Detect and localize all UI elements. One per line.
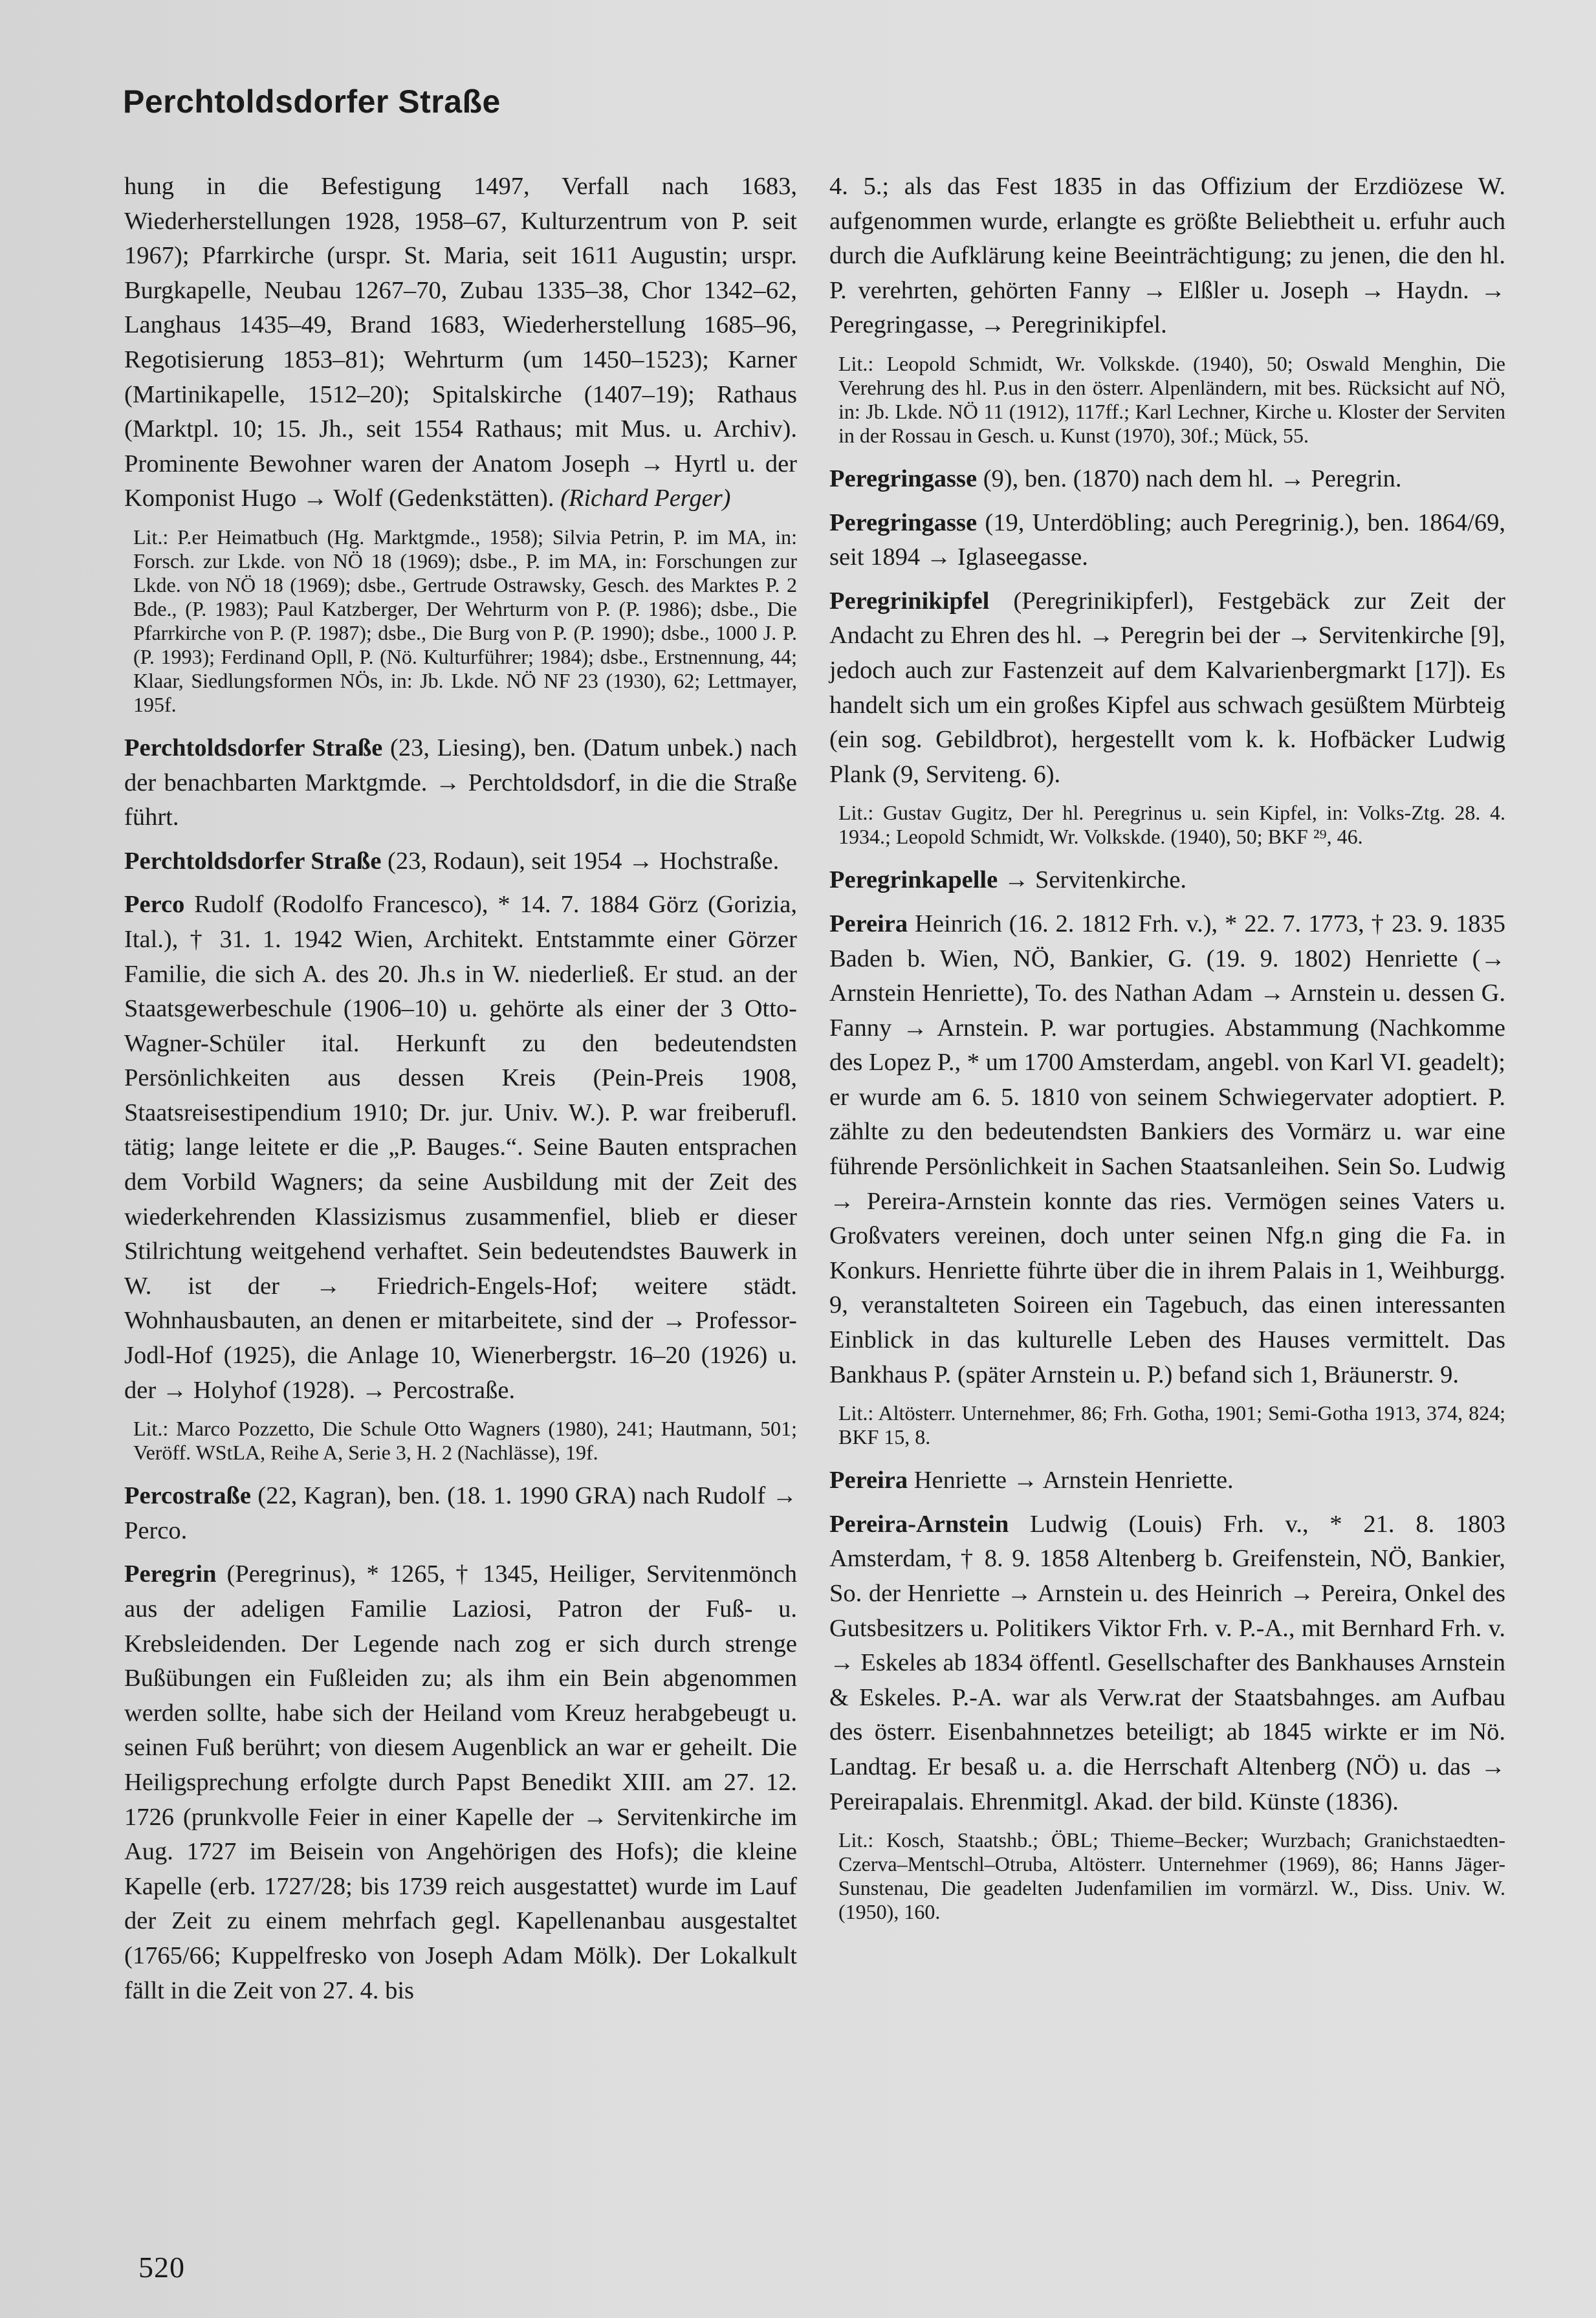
entry-text: Ludwig (Louis) Frh. v., * 21. 8. 1803 Amsterdam, † 8. 9. 1858 Altenberg b. Greifenstein, NÖ, Bankier, So. der Henriette → Arnstein u. des Heinrich → Pereira, Onkel des Gutsbesitzers u. Politikers Viktor Frh. v. P.-A., mit Bernhard Frh. v. → Eskeles ab 1834 öffentl. Gesellschafter des Bankhauses Arnstein & Eskeles. P.-A. war als Verw.rat der Staatsbahnges. am Aufbau des österr. Eisenbahnnetzes beteiligt; ab 1845 wirkte er im Nö. Landtag. Er besaß u. a. die Herrschaft Altenberg (NÖ) u. das → Pereirapalais. Ehrenmitgl. Akad. der bild. Künste (1836). (829, 1510, 1505, 1815)
literature-note: Lit.: Leopold Schmidt, Wr. Volkskde. (1940), 50; Oswald Menghin, Die Verehrung des hl. P.us in den österr. Alpenländern, mit bes. Rücksicht auf NÖ, in: Jb. Lkde. NÖ 11 (1912), 117ff.; Karl Lechner, Kirche u. Kloster der Serviten in der Rossau in Gesch. u. Kunst (1970), 30f.; Mück, 55. (838, 351, 1505, 447)
entry-text: (19, Unterdöbling; auch Peregrinig.), ben. 1864/69, seit 1894 → Iglaseegasse. (829, 508, 1505, 571)
lexicon-entry (829, 462, 1505, 497)
lexicon-entry (829, 863, 1505, 898)
entry-text: Henriette → Arnstein Henriette. (908, 1467, 1234, 1494)
lexicon-entry (124, 844, 797, 879)
entry-text: (9), ben. (1870) nach dem hl. → Peregrin. (977, 465, 1402, 492)
entry-lemma: Pereira-Arnstein (829, 1510, 1009, 1538)
right-column (829, 169, 1505, 1938)
literature-note: Lit.: Marco Pozzetto, Die Schule Otto Wagners (1980), 241; Hautmann, 501; Veröff. WStLA, Reihe A, Serie 3, H. 2 (Nachlässe), 19f. (133, 1417, 797, 1465)
literature-note: Lit.: Altösterr. Unternehmer, 86; Frh. Gotha, 1901; Semi-Gotha 1913, 374, 824; BKF 15, 8. (838, 1401, 1505, 1449)
literature-note: Lit.: P.er Heimatbuch (Hg. Marktgmde., 1958); Silvia Petrin, P. im MA, in: Forsch. zur Lkde. von NÖ 18 (1969); dsbe., P. im MA, in: Forschungen zur Lkde. von NÖ 18 (1969); dsbe., Gertrude Ostrawsky, Gesch. des Marktes P. 2 Bde., (P. 1983); Paul Katzberger, Der Wehrturm von P. (P. 1986); dsbe., Die Pfarrkirche von P. (P. 1987); dsbe., Die Burg von P. (P. 1990); dsbe., 1000 J. P. (P. 1993); Ferdinand Opll, P. (Nö. Kulturführer; 1984); dsbe., Erstnennung, 44; Klaar, Siedlungsformen NÖs, in: Jb. Lkde. NÖ NF 23 (1930), 62; Lettmayer, 195f. (133, 525, 797, 716)
entry-author: (Richard Perger) (560, 485, 731, 512)
entry-text: (Peregrinus), * 1265, † 1345, Heiliger, Servitenmönch aus der adeligen Familie Laziosi, Patron der Fuß- u. Krebsleidenden. Der Legende nach zog er sich durch strenge Bußübungen ein Fußleiden zu; als ihm ein Bein abgenommen werden sollte, habe sich der Heiland vom Kreuz herabgebeugt u. seinen Fuß berührt; von diesem Augenblick an war er geheilt. Die Heiligsprechung erfolgte durch Papst Benedikt XIII. am 27. 12. 1726 (prunkvolle Feier in einer Kapelle der → Servitenkirche im Aug. 1727 im Beisein von Angehörigen des Hofs); die kleine Kapelle (erb. 1727/28; bis 1739 reich ausgestattet) wurde im Lauf der Zeit zu einem mehrfach gegl. Kapellenanbau ausgestaltet (1765/66; Kuppelfresko von Joseph Adam Mölk). Der Lokalkult fällt in die Zeit von 27. 4. bis (124, 1560, 797, 2004)
entry-text: (23, Rodaun), seit 1954 → Hochstraße. (381, 847, 780, 875)
entry-lemma: Pereira (829, 910, 908, 937)
entry-continuation (829, 169, 1505, 343)
entry-lemma: Peregringasse (829, 508, 978, 536)
lexicon-entry (829, 506, 1505, 575)
lexicon-entry (124, 731, 797, 835)
entry-lemma: Pereira (829, 1467, 908, 1494)
lexicon-entry (829, 584, 1505, 793)
entry-continuation (124, 169, 797, 516)
lexicon-entry (829, 1463, 1505, 1498)
entry-text: (23, Liesing), ben. (Datum unbek.) nach der benachbarten Marktgmde. → Perchtoldsdorf, in die die Straße führt. (124, 734, 797, 831)
entry-text: → Servitenkirche. (998, 866, 1187, 894)
entry-text: Heinrich (16. 2. 1812 Frh. v.), * 22. 7. 1773, † 23. 9. 1835 Baden b. Wien, NÖ, Bankier, G. (19. 9. 1802) Henriette (→ Arnstein Henriette), To. des Nathan Adam → Arnstein u. dessen G. Fanny → Arnstein. P. war portugies. Abstammung (Nachkomme des Lopez P., * um 1700 Amsterdam, angebl. von Karl VI. geadelt); er wurde am 6. 5. 1810 von seinem Schwiegervater adoptiert. P. zählte zu den bedeutendsten Bankiers des Vormärz u. war eine führende Persönlichkeit in Sachen Staatsanleihen. Sein So. Ludwig → Pereira-Arnstein konnte das ries. Vermögen seines Vaters u. Großvaters vereinen, doch unter seinen Nfg.n ging die Fa. in Konkurs. Henriette führte über die in ihrem Palais in 1, Weihburgg. 9, veranstalteten Soireen ein Tagebuch, das einen interessanten Einblick in das kulturelle Leben des Hauses vermittelt. Das Bankhaus P. (später Arnstein u. P.) befand sich 1, Bräunerstr. 9. (829, 910, 1505, 1388)
lexicon-entry (124, 1479, 797, 1548)
running-head: Perchtoldsdorfer Straße (123, 83, 501, 120)
entry-lemma: Peregrin (124, 1560, 217, 1588)
lexicon-entry (829, 1507, 1505, 1819)
literature-note: Lit.: Kosch, Staatshb.; ÖBL; Thieme–Becker; Wurzbach; Granichstaedten-Czerva–Mentschl–Otruba, Altösterr. Unternehmer (1969), 86; Hanns Jäger-Sunstenau, Die geadelten Judenfamilien im vormärzl. W., Diss. Univ. W. (1950), 160. (838, 1828, 1505, 1924)
lexicon-entry (124, 1557, 797, 2008)
entry-text: (Peregrinikipferl), Festgebäck zur Zeit der Andacht zu Ehren des hl. → Peregrin bei der → Servitenkirche [9], jedoch auch zur Fastenzeit auf dem Kalvarienbergmarkt [17]). Es handelt sich um ein großes Kipfel aus schwach gesüßtem Mürbteig (ein sog. Gebildbrot), hergestellt vom k. k. Hofbäcker Ludwig Plank (9, Serviteng. 6). (829, 587, 1505, 788)
entry-lemma: Percostraße (124, 1482, 251, 1510)
lexicon-entry (829, 907, 1505, 1392)
entry-text: Rudolf (Rodolfo Francesco), * 14. 7. 1884 Görz (Gorizia, Ital.), † 31. 1. 1942 Wien, Architekt. Entstammte einer Görzer Familie, die sich A. des 20. Jh.s in W. niederließ. Er stud. an der Staatsgewerbeschule (1906–10) u. gehörte als einer der 3 Otto-Wagner-Schüler ital. Herkunft zu den bedeutendsten Persönlichkeiten aus dessen Kreis (Pein-Preis 1908, Staatsreisestipendium 1910; Dr. jur. Univ. W.). P. war freiberufl. tätig; lange leitete er die „P. Bauges.“. Seine Bauten entsprachen dem Vorbild Wagners; da seine Ausbildung mit der Zeit des wiederkehrenden Klassizismus zusammenfiel, blieb er dieser Stilrichtung weitgehend verhaftet. Sein bedeutendstes Bauwerk in W. ist der → Friedrich-Engels-Hof; weitere städt. Wohnhausbauten, an denen er mitarbeitete, sind der → Professor-Jodl-Hof (1925), die Anlage 10, Wienerbergstr. 16–20 (1926) u. der → Holyhof (1928). → Percostraße. (124, 891, 797, 1404)
left-column (124, 169, 797, 2017)
entry-lemma: Perchtoldsdorfer Straße (124, 847, 382, 875)
entry-lemma: Peregrinikipfel (829, 587, 990, 615)
entry-lemma: Peregringasse (829, 465, 978, 492)
entry-text: 4. 5.; als das Fest 1835 in das Offizium der Erzdiözese W. aufgenommen wurde, erlangte es größte Beliebtheit u. erfuhr auch durch die Aufklärung keine Beeinträchtigung; zu jenen, die den hl. P. verehrten, gehörten Fanny → Elßler u. Joseph → Haydn. → Peregringasse, → Peregrinikipfel. (829, 173, 1505, 339)
entry-lemma: Perchtoldsdorfer Straße (124, 734, 383, 761)
entry-lemma: Perco (124, 891, 185, 919)
entry-text: (22, Kagran), ben. (18. 1. 1990 GRA) nach Rudolf → Perco. (124, 1482, 797, 1544)
lexicon-entry (124, 888, 797, 1408)
entry-lemma: Peregrinkapelle (829, 866, 998, 894)
entry-text: hung in die Befestigung 1497, Verfall nach 1683, Wiederherstellungen 1928, 1958–67, Kulturzentrum von P. seit 1967); Pfarrkirche (urspr. St. Maria, seit 1611 Augustin; urspr. Burgkapelle, Neubau 1267–70, Zubau 1335–38, Chor 1342–62, Langhaus 1435–49, Brand 1683, Wiederherstellung 1685–96, Regotisierung 1853–81); Wehrturm (um 1450–1523); Karner (Martinikapelle, 1512–20); Spitalskirche (1407–19); Rathaus (Marktpl. 10; 15. Jh., seit 1554 Rathaus; mit Mus. u. Archiv). Prominente Bewohner waren der Anatom Joseph → Hyrtl u. der Komponist Hugo → Wolf (Gedenkstätten). (124, 173, 797, 512)
literature-note: Lit.: Gustav Gugitz, Der hl. Peregrinus u. sein Kipfel, in: Volks-Ztg. 28. 4. 1934.; Leopold Schmidt, Wr. Volkskde. (1940), 50; BKF ²⁹, 46. (838, 801, 1505, 849)
page-number: 520 (138, 2251, 185, 2284)
